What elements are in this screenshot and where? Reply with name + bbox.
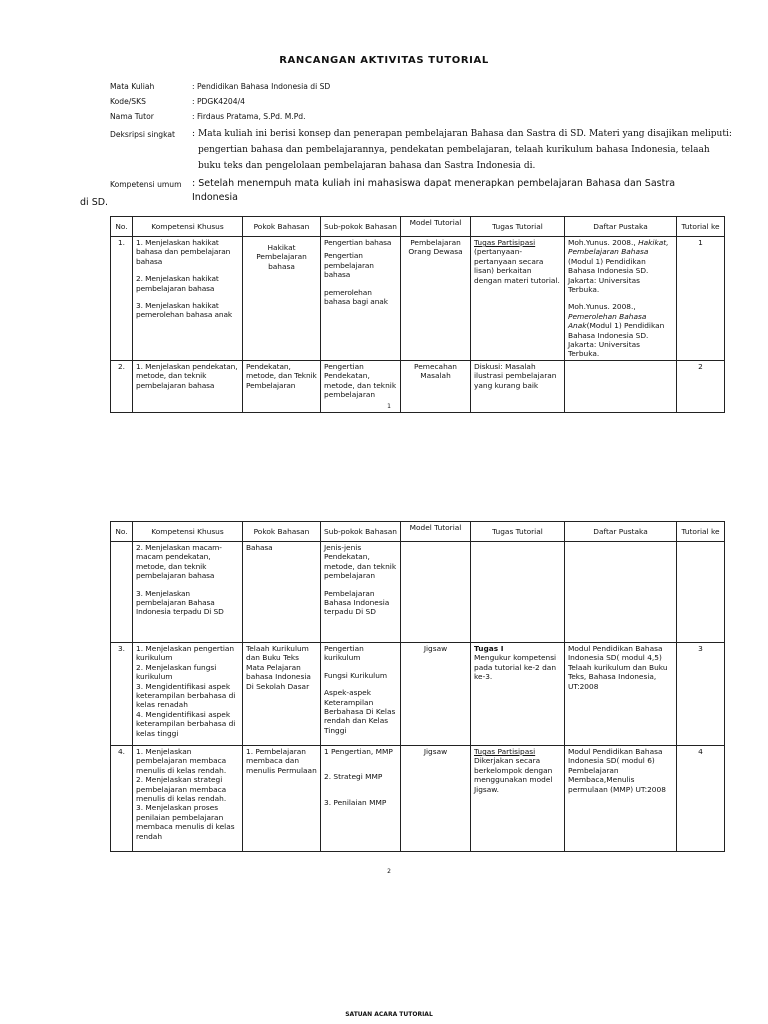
cell-model: Jigsaw — [401, 643, 471, 746]
tugas-title: Tugas I — [474, 644, 504, 653]
kompetensi-umum-value: : Setelah menempuh mata kuliah ini mahasiswa dapat menerapkan pembelajaran Bahasa dan Sastra Indonesia — [192, 178, 676, 203]
sub-item: pemerolehan bahasa bagi anak — [324, 287, 388, 307]
header-tugas: Tugas Tutorial — [471, 522, 565, 542]
header-no: No. — [111, 217, 133, 237]
sub-item: Pengertian kurikulum — [324, 644, 364, 663]
header-sub: Sub-pokok Bahasan — [321, 217, 401, 237]
pustaka-ref: Moh.Yunus. 2008., Hakikat, Pembelajaran Bahasa (Modul 1) Pendidikan Bahasa Indonesia SD. Jakarta: Universitas Terbuka. — [568, 238, 669, 295]
cell-no: 2. — [111, 360, 133, 412]
header-kompetensi: Kompetensi Khusus — [133, 522, 243, 542]
pustaka-ref: Moh.Yunus. 2008., Pemerolehan Bahasa Anak(Modul 1) Pendidikan Bahasa Indonesia SD. Jakarta: Universitas Terbuka. — [568, 302, 665, 359]
page-number-1: 1 — [387, 403, 391, 410]
cell-pokok: Telaah Kurikulum dan Buku Teks Mata Pelajaran bahasa Indonesia Di Sekolah Dasar — [243, 643, 321, 746]
meta-key: Nama Tutor — [110, 112, 154, 121]
kompetensi-umum-label: Kompetensi umum — [110, 180, 182, 189]
cell-model — [401, 542, 471, 643]
kompetensi-umum-continuation: di SD. — [80, 197, 109, 208]
header-model: Model Tutorial — [401, 217, 471, 237]
cell-ke — [677, 542, 725, 643]
cell-kompetensi — [133, 237, 243, 361]
deskripsi-singkat — [192, 126, 732, 174]
cell-kompetensi — [133, 643, 243, 746]
header-ke: Tutorial ke — [677, 217, 725, 237]
kompetensi-item: 3. Menjelaskan hakikat pemerolehan bahasa anak — [136, 301, 233, 320]
table-header-row — [111, 522, 725, 542]
cell-pustaka: Modul Pendidikan Bahasa Indonesia SD( modul 4,5) Telaah kurikulum dan Buku Teks, Bahasa Indonesia, UT:2008 — [565, 643, 677, 746]
cell-pokok: 1. Pembelajaran membaca dan menulis Permulaan — [243, 746, 321, 852]
sub-item: Aspek-aspek Keterampilan Berbahasa Di Kelas rendah dan Kelas Tinggi — [324, 688, 396, 735]
kompetensi-item: 2. Menjelaskan hakikat pembelajaran bahasa — [136, 274, 219, 293]
cell-tugas — [471, 746, 565, 852]
meta-value: : Firdaus Pratama, S.Pd. M.Pd. — [192, 112, 306, 121]
cell-pustaka — [565, 542, 677, 643]
cell-sub — [321, 643, 401, 746]
document-title: RANCANGAN AKTIVITAS TUTORIAL — [279, 55, 489, 66]
meta-key: Mata Kuliah — [110, 82, 155, 91]
tutorial-table-2 — [110, 521, 725, 852]
meta-value: : PDGK4204/4 — [192, 97, 245, 106]
tugas-title: Tugas Partisipasi — [474, 238, 536, 247]
tugas-text: (pertanyaan-pertanyaan secara lisan) berkaitan dengan materi tutorial. — [474, 247, 560, 285]
meta-key: Deksripsi singkat — [110, 130, 175, 139]
kompetensi-item: 3. Menjelaskan proses penilaian pembelajaran membaca menulis di kelas rendah — [136, 803, 235, 841]
footer-title: SATUAN ACARA TUTORIAL — [345, 1011, 433, 1018]
kompetensi-item: 1. Menjelaskan pembelajaran membaca menulis di kelas rendah. — [136, 747, 227, 775]
cell-model: Jigsaw — [401, 746, 471, 852]
kompetensi-item: 2. Menjelaskan fungsi kurikulum — [136, 662, 217, 682]
cell-model: Pemecahan Masalah — [401, 360, 471, 412]
header-no: No. — [111, 522, 133, 542]
table-row — [111, 643, 725, 746]
sub-item: Pengertian pembelajaran bahasa — [324, 251, 374, 280]
cell-tugas — [471, 542, 565, 643]
sub-item: Fungsi Kurikulum — [324, 670, 388, 680]
cell-pustaka — [565, 237, 677, 361]
sub-item: 3. Penilaian MMP — [324, 797, 387, 807]
cell-kompetensi — [133, 542, 243, 643]
cell-no: 4. — [111, 746, 133, 852]
table-row — [111, 237, 725, 361]
header-ke: Tutorial ke — [677, 522, 725, 542]
cell-sub — [321, 237, 401, 361]
tugas-text: Mengukur kompetensi pada tutorial ke-2 dan ke-3. — [474, 653, 557, 682]
kompetensi-item: 4. Mengidentifikasi aspek keterampilan berbahasa di kelas tinggi — [136, 709, 236, 738]
table-row — [111, 746, 725, 852]
header-tugas: Tugas Tutorial — [471, 217, 565, 237]
header-pustaka: Daftar Pustaka — [565, 522, 677, 542]
kompetensi-item: 2. Menjelaskan strategi pembelajaran membaca menulis di kelas rendah. — [136, 775, 227, 804]
cell-ke: 4 — [677, 746, 725, 852]
sub-item: Jenis-jenis Pendekatan, metode, dan teknik pembelajaran — [324, 543, 397, 581]
cell-ke: 1 — [677, 237, 725, 361]
cell-no: 1. — [111, 237, 133, 361]
sub-item: 1 Pengertian, MMP — [324, 747, 393, 756]
cell-kompetensi — [133, 746, 243, 852]
cell-no — [111, 542, 133, 643]
deskripsi-colon: : — [192, 129, 196, 139]
sub-item: 2. Strategi MMP — [324, 772, 383, 782]
cell-sub: Pengertian Pendekatan, metode, dan teknik pembelajaran — [321, 360, 401, 412]
sub-item: Pembelajaran Bahasa Indonesia terpadu Di SD — [324, 588, 390, 617]
cell-sub — [321, 542, 401, 643]
table-row — [111, 542, 725, 643]
kompetensi-item: 3. Menjelaskan pembelajaran Bahasa Indonesia terpadu Di SD — [136, 588, 224, 617]
kompetensi-item: 1. Menjelaskan pengertian kurikulum — [136, 644, 235, 663]
header-pokok: Pokok Bahasan — [243, 217, 321, 237]
kompetensi-item: 2. Menjelaskan macam-macam pendekatan, metode, dan teknik pembelajaran bahasa — [136, 543, 222, 581]
header-pokok: Pokok Bahasan — [243, 522, 321, 542]
meta-value: : Pendidikan Bahasa Indonesia di SD — [192, 82, 331, 91]
cell-pokok: Hakikat Pembelajaran bahasa — [243, 237, 321, 361]
cell-tugas: Diskusi: Masalah ilustrasi pembelajaran yang kurang baik — [471, 360, 565, 412]
cell-pokok: Pendekatan, metode, dan Teknik Pembelajaran — [243, 360, 321, 412]
cell-tugas — [471, 237, 565, 361]
header-sub: Sub-pokok Bahasan — [321, 522, 401, 542]
cell-ke: 3 — [677, 643, 725, 746]
kompetensi-item: 1. Menjelaskan hakikat bahasa dan pembelajaran bahasa — [136, 238, 231, 266]
cell-pokok: Bahasa — [243, 542, 321, 643]
tutorial-table-1 — [110, 216, 725, 413]
cell-ke: 2 — [677, 360, 725, 412]
cell-pustaka: Modul Pendidikan Bahasa Indonesia SD( modul 6) Pembelajaran Membaca,Menulis permulaan (MMP) UT:2008 — [565, 746, 677, 852]
header-model: Model Tutorial — [401, 522, 471, 542]
cell-no: 3. — [111, 643, 133, 746]
deskripsi-text: Mata kuliah ini berisi konsep dan penerapan pembelajaran Bahasa dan Sastra di SD. Materi yang disajikan meliputi: pengertian bahasa dan pembelajarannya, pendekatan pembelajaran, telaah kurikulum bahasa Indonesia, telaah buku teks dan pengelolaan pembelajaran bahasa dan Sastra Indonesia di. — [198, 129, 732, 171]
meta-key: Kode/SKS — [110, 97, 146, 106]
cell-model: Pembelajaran Orang Dewasa — [401, 237, 471, 361]
cell-kompetensi: 1. Menjelaskan pendekatan, metode, dan teknik pembelajaran bahasa — [133, 360, 243, 412]
tugas-text: Dikerjakan secara berkelompok dengan menggunakan model Jigsaw. — [474, 756, 553, 794]
header-pustaka: Daftar Pustaka — [565, 217, 677, 237]
kompetensi-item: 3. Mengidentifikasi aspek keterampilan berbahasa di kelas renadah — [136, 681, 236, 710]
page-number-2: 2 — [387, 868, 391, 875]
tugas-title: Tugas Partisipasi — [474, 747, 536, 756]
table-header-row — [111, 217, 725, 237]
header-kompetensi: Kompetensi Khusus — [133, 217, 243, 237]
sub-item: Pengertian bahasa — [324, 238, 392, 247]
cell-tugas — [471, 643, 565, 746]
cell-sub — [321, 746, 401, 852]
